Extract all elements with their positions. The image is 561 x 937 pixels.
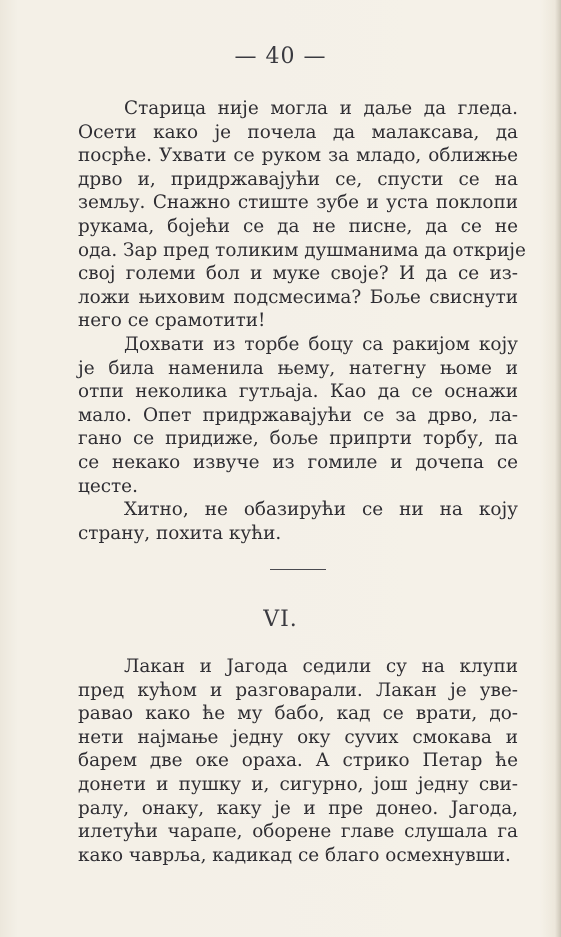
text-line: цесте. — [78, 475, 138, 497]
page-edge-shadow — [555, 0, 561, 937]
text-line: илетући чарапе, оборене главе слушала га — [78, 821, 518, 843]
text-line: је била наменила њему, натегну њоме и — [78, 357, 518, 379]
text-line: Дохвати из торбе боцу са ракијом коју — [124, 333, 518, 355]
text-line: Лакан и Јагода седили су на клупи — [124, 656, 518, 677]
text-line: донети и пушку и, сигурно, још једну сви- — [78, 773, 518, 795]
text-line: посрће. Ухвати се руком за младо, оближње — [78, 145, 518, 167]
text-line: како чаврља, кадикад се благо осмехнувши. — [78, 844, 511, 866]
text-line: рукама, бојећи се да не писне, да се не — [78, 215, 518, 237]
page-number: — 40 — — [234, 44, 327, 69]
text-line: ложи њиховим подсмесима? Боље свиснути — [78, 286, 518, 308]
section-divider — [270, 569, 326, 570]
paragraph-block-lakan-jagoda — [78, 655, 518, 867]
text-line: Старица није могла и даље да гледа. — [124, 98, 518, 119]
text-line: земљу. Снажно стиште зубе и уста поклопи — [78, 192, 518, 214]
text-line: се некако извуче из гомиле и дочепа се — [78, 451, 518, 473]
text-line: него се срамотити! — [78, 310, 266, 332]
text-line: барем две оке ораха. А стрико Петар ће — [78, 750, 518, 772]
text-line: нети најмање једну оку суvих смокава и — [78, 726, 518, 748]
text-line: равао како ће му бабо, кад се врати, до- — [78, 703, 518, 725]
text-line: ода. Зар пред толиким душманима да открије — [78, 239, 526, 261]
text-line: мало. Опет придржавајући се за дрво, ла- — [78, 404, 518, 426]
text-line: отпи неколика гутљаја. Као да се оснажи — [78, 381, 518, 403]
text-line: дрво и, придржавајући се, спусти се на — [78, 168, 518, 190]
text-line: Осети како је почела да малаксава, да — [78, 121, 518, 143]
text-line: Хитно, не обазирући се ни на коју — [124, 499, 518, 521]
text-line: гано се придиже, боље припрти торбу, па — [78, 428, 518, 450]
text-line: свој големи бол и муке своје? И да се из- — [78, 263, 518, 285]
text-line: ралу, онаку, каку је и пре донео. Јагода, — [78, 797, 518, 819]
text-line: пред кућом и разговарали. Лакан је уве- — [78, 679, 518, 701]
paragraph-block-old-woman — [78, 97, 526, 545]
text-line: страну, похита кући. — [78, 522, 282, 544]
chapter-heading: VI. — [263, 607, 298, 632]
